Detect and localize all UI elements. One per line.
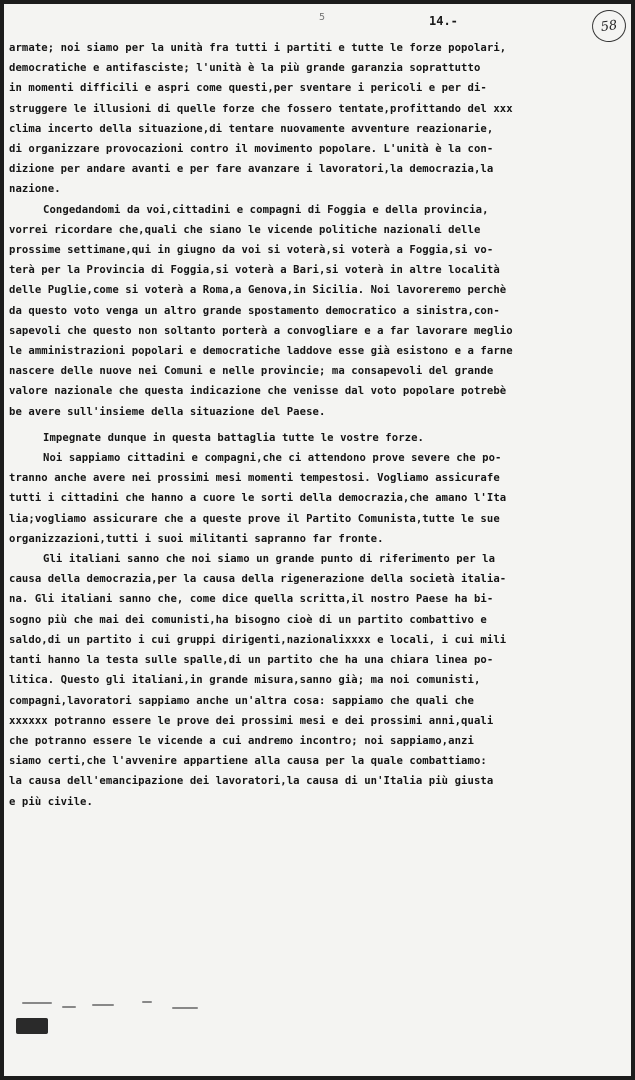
text-line: sogno più che mai dei comunisti,ha bisogno cioè di un partito combattivo e (9, 613, 487, 626)
text-line: be avere sull'insieme della situazione del Paese. (9, 405, 326, 418)
scan-smudge (22, 998, 222, 1018)
scan-corner-mark (16, 1018, 48, 1034)
text-line: Gli italiani sanno che noi siamo un grande punto di riferimento per la (43, 553, 496, 566)
page-number: 14.- (429, 14, 458, 28)
text-line: tutti i cittadini che hanno a cuore le sorti della democrazia,che amano l'Ita (9, 492, 507, 505)
text-line: nazione. (9, 183, 61, 196)
text-line: la causa dell'emancipazione dei lavoratori,la causa di un'Italia più giusta (9, 775, 494, 788)
text-line: Congedandomi da voi,cittadini e compagni di Foggia e della provincia, (43, 203, 489, 216)
text-line: prossime settimane,qui in giugno da voi si voterà,si voterà a Foggia,si vo- (9, 244, 494, 257)
text-line: valore nazionale che questa indicazione che venisse dal voto popolare potrebè (9, 385, 507, 398)
text-line: Impegnate dunque in questa battaglia tutte le vostre forze. (43, 431, 425, 444)
text-line: di organizzare provocazioni contro il movimento popolare. L'unità è la con- (9, 143, 494, 156)
text-line: le amministrazioni popolari e democratiche laddove esse già esistono e a farne (9, 345, 513, 358)
handwritten-page-stamp: 58 (590, 8, 628, 44)
text-line: siamo certi,che l'avvenire appartiene alla causa per la quale combattiamo: (9, 755, 487, 768)
text-line: struggere le illusioni di quelle forze che fossero tentate,profittando del xxx (9, 102, 513, 115)
text-line: saldo,di un partito i cui gruppi dirigenti,nazionalixxxx e locali, i cui mili (9, 633, 507, 646)
text-line: causa della democrazia,per la causa della rigenerazione della società italia- (9, 573, 507, 586)
text-line: lia;vogliamo assicurare che a queste prove il Partito Comunista,tutte le sue (9, 512, 500, 525)
text-line: clima incerto della situazione,di tentare nuovamente avventure reazionarie, (9, 122, 494, 135)
text-line: che potranno essere le vicende a cui andremo incontro; noi sappiamo,anzi (9, 734, 474, 747)
text-line: litica. Questo gli italiani,in grande misura,sanno già; ma noi comunisti, (9, 674, 481, 687)
stray-mark: 5 (319, 12, 326, 23)
text-line: armate; noi siamo per la unità fra tutti i partiti e tutte le forze popolari, (9, 42, 507, 54)
text-line: da questo voto venga un altro grande spostamento democratico a sinistra,con- (9, 304, 500, 317)
text-line: organizzazioni,tutti i suoi militanti sapranno far fronte. (9, 532, 384, 545)
text-line: in momenti difficili e aspri come questi,per sventare i pericoli e per di- (9, 82, 487, 95)
text-line: xxxxxx potranno essere le prove dei prossimi mesi e dei prossimi anni,quali (9, 714, 494, 727)
text-line: dizione per andare avanti e per fare avanzare i lavoratori,la democrazia,la (9, 163, 494, 176)
text-line: terà per la Provincia di Foggia,si voterà a Bari,si voterà in altre località (9, 264, 500, 277)
text-line: vorrei ricordare che,quali che siano le vicende politiche nazionali delle (9, 223, 481, 236)
text-line: sapevoli che questo non soltanto porterà a convogliare e a far lavorare meglio (9, 324, 513, 337)
text-line: compagni,lavoratori sappiamo anche un'altra cosa: sappiamo che quali che (9, 694, 474, 707)
document-page (4, 4, 631, 1076)
typewritten-body (9, 38, 627, 812)
text-line: democratiche e antifasciste; l'unità è la più grande garanzia soprattutto (9, 62, 481, 75)
text-line: na. Gli italiani sanno che, come dice quella scritta,il nostro Paese ha bi- (9, 593, 494, 606)
text-line: tanti hanno la testa sulle spalle,di un partito che ha una chiara linea po- (9, 654, 494, 667)
text-line: delle Puglie,come si voterà a Roma,a Genova,in Sicilia. Noi lavoreremo perchè (9, 284, 507, 297)
text-line: nascere delle nuove nei Comuni e nelle provincie; ma consapevoli del grande (9, 365, 494, 378)
text-line: Noi sappiamo cittadini e compagni,che ci attendono prove severe che po- (43, 452, 502, 465)
text-line: e più civile. (9, 795, 93, 808)
page-header (4, 10, 631, 40)
text-line: tranno anche avere nei prossimi mesi momenti tempestosi. Vogliamo assicurafe (9, 472, 500, 485)
